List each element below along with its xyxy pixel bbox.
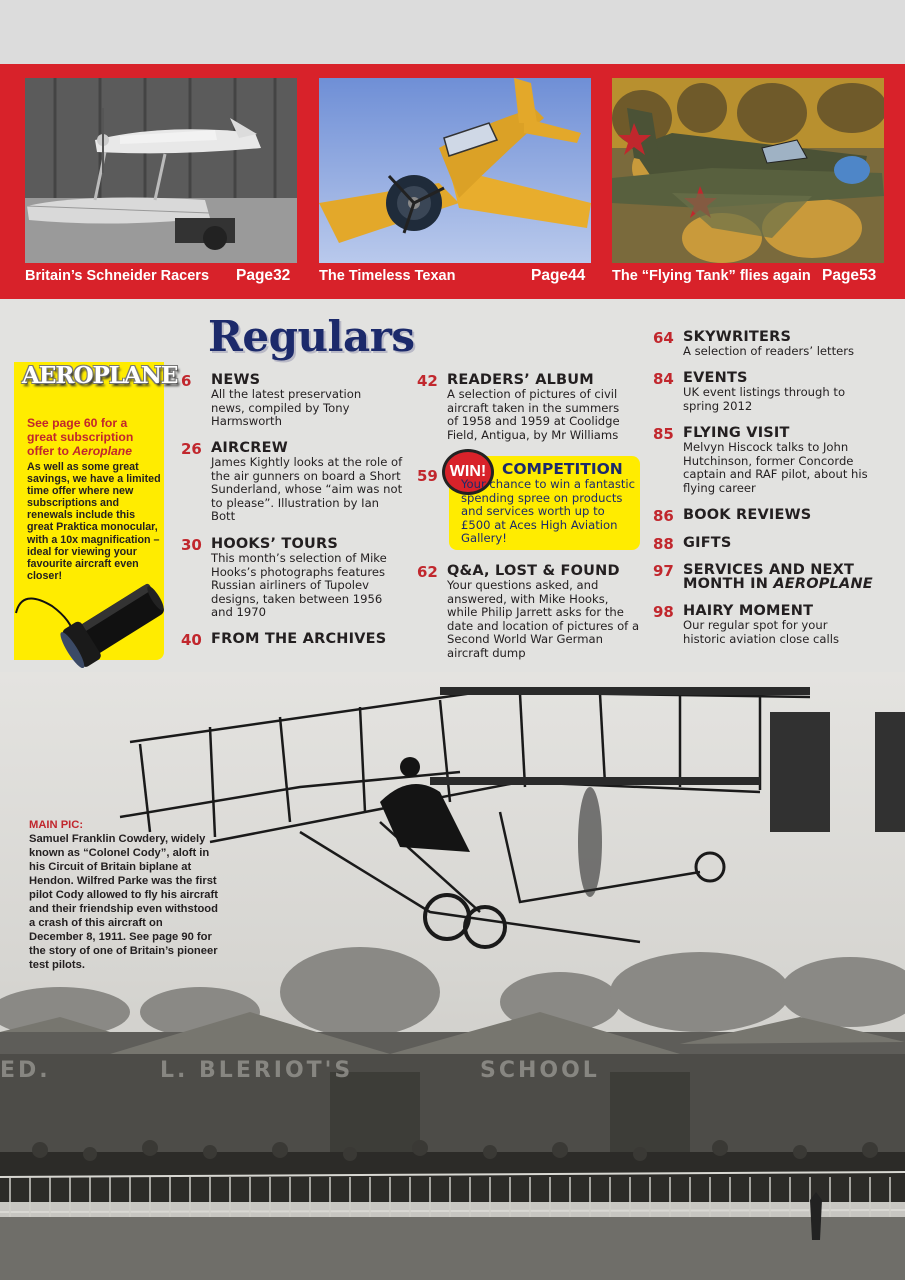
caption-label: MAIN PIC: bbox=[29, 819, 84, 831]
entry-page-number: 6 bbox=[181, 372, 192, 390]
entry-title: Q&A, LOST & FOUND bbox=[447, 563, 620, 579]
main-photo-caption bbox=[29, 818, 219, 972]
page-label: Page bbox=[236, 267, 274, 284]
entry-description: Your questions asked, and answered, with Mike Hooks, while Philip Jarrett asks for the date and location of pictures of a Second World War German aircraft dump bbox=[447, 578, 640, 660]
caption-text: Samuel Franklin Cowdery, widely known as “Colonel Cody”, aloft in his Circuit of Britain biplane at Hendon. Wilfred Parke was the first pilot Cody allowed to fly his aircraft and their friendship even withstood a crash of this aircraft on December 8, 1911. See page 90 for the story of one of Britain’s pioneer test pilots. bbox=[29, 833, 218, 971]
regulars-heading: Regulars bbox=[208, 312, 415, 361]
feature-page-3[interactable] bbox=[822, 267, 876, 285]
page-number: 44 bbox=[568, 267, 586, 284]
feature-caption-3[interactable]: The “Flying Tank” flies again bbox=[612, 268, 811, 284]
promo-headline-title: Aeroplane bbox=[72, 444, 132, 458]
hangar-sign-middle: L. BLERIOT'S bbox=[160, 1058, 354, 1083]
entry-title: FLYING VISIT bbox=[683, 425, 790, 441]
entry-description: A selection of pictures of civil aircraft taken in the summers of 1958 and 1959 at Coolidge Field, Antigua, by Mr Williams bbox=[447, 387, 620, 442]
entry-page-number: 86 bbox=[653, 507, 674, 525]
page-number: 53 bbox=[859, 267, 877, 284]
main-photo-cody-biplane bbox=[0, 672, 905, 1280]
page-label: Page bbox=[822, 267, 860, 284]
entry-page-number: 98 bbox=[653, 603, 674, 621]
entry-title: SERVICES AND NEXT bbox=[683, 562, 855, 578]
entry-description: All the latest preservation news, compiled by Tony Harmsworth bbox=[211, 387, 362, 429]
entry-description: UK event listings through to spring 2012 bbox=[683, 385, 846, 413]
entry-page-number: 42 bbox=[417, 372, 438, 390]
entry-title: EVENTS bbox=[683, 370, 748, 386]
hangar-sign-left: ED. bbox=[0, 1058, 51, 1083]
entry-page-number: 84 bbox=[653, 370, 674, 388]
entry-title: SKYWRITERS bbox=[683, 329, 792, 345]
feature-photo-schneider-racer[interactable] bbox=[25, 78, 297, 263]
entry-title: NEWS bbox=[211, 372, 261, 388]
monocular-image bbox=[12, 568, 177, 668]
entry-description: A selection of readers’ letters bbox=[683, 344, 855, 358]
feature-caption-2[interactable]: The Timeless Texan bbox=[319, 268, 456, 284]
entry-title: BOOK REVIEWS bbox=[683, 507, 812, 523]
aeroplane-logo: AEROPLANE bbox=[22, 362, 178, 389]
feature-page-2[interactable] bbox=[531, 267, 585, 285]
entry-title: HOOKS’ TOURS bbox=[211, 536, 339, 552]
entry-page-number: 26 bbox=[181, 440, 202, 458]
entry-page-number: 59 bbox=[417, 467, 438, 485]
feature-photo-flying-tank[interactable] bbox=[612, 78, 884, 263]
entry-title: AIRCREW bbox=[211, 440, 288, 456]
page-number: 32 bbox=[273, 267, 291, 284]
entry-title-magazine: AEROPLANE bbox=[773, 576, 873, 592]
competition-title[interactable]: COMPETITION bbox=[502, 460, 623, 478]
entry-title: HAIRY MOMENT bbox=[683, 603, 814, 619]
entry-title: READERS’ ALBUM bbox=[447, 372, 594, 388]
entry-title-line-2 bbox=[683, 576, 873, 592]
top-margin bbox=[0, 0, 905, 64]
feature-page-1[interactable] bbox=[236, 267, 290, 285]
hangar-sign-right: SCHOOL bbox=[480, 1058, 600, 1083]
feature-caption-1[interactable]: Britain’s Schneider Racers bbox=[25, 268, 210, 284]
entry-description: James Kightly looks at the role of the air gunners on board a Short Sunderland, whose “aim was not to please”. Illustration by Ian Bott bbox=[211, 455, 403, 524]
entry-page-number: 40 bbox=[181, 631, 202, 649]
entry-description: Our regular spot for your historic aviation close calls bbox=[683, 618, 839, 646]
entry-page-number: 97 bbox=[653, 562, 674, 580]
feature-photo-texan[interactable] bbox=[319, 78, 591, 263]
entry-page-number: 85 bbox=[653, 425, 674, 443]
page-label: Page bbox=[531, 267, 569, 284]
entry-title: GIFTS bbox=[683, 535, 732, 551]
competition-description: Your chance to win a fantastic spending spree on products and services worth up to £500 at Aces High Aviation Gallery! bbox=[461, 477, 636, 546]
entry-page-number: 30 bbox=[181, 536, 202, 554]
entry-title-line-2-text: MONTH IN bbox=[683, 576, 774, 592]
entry-page-number: 88 bbox=[653, 535, 674, 553]
entry-description: This month’s selection of Mike Hooks’s photographs features Russian airliners of Tupolev designs, taken between 1956 and 1970 bbox=[211, 551, 387, 620]
win-badge: WIN! bbox=[442, 449, 494, 495]
promo-headline-text: See page 60 for a great subscription offer to bbox=[27, 416, 134, 458]
entry-title: FROM THE ARCHIVES bbox=[211, 631, 387, 647]
entry-description: Melvyn Hiscock talks to John Hutchinson, former Concorde captain and RAF pilot, about his flying career bbox=[683, 440, 868, 495]
promo-body: As well as some great savings, we have a limited time offer where new subscriptions and renewals include this great Praktica monocular, with a 10x magnification – ideal for viewing your favourite aircraft even closer! bbox=[27, 461, 161, 582]
entry-page-number: 64 bbox=[653, 329, 674, 347]
promo-headline[interactable] bbox=[27, 416, 157, 458]
entry-page-number: 62 bbox=[417, 563, 438, 581]
